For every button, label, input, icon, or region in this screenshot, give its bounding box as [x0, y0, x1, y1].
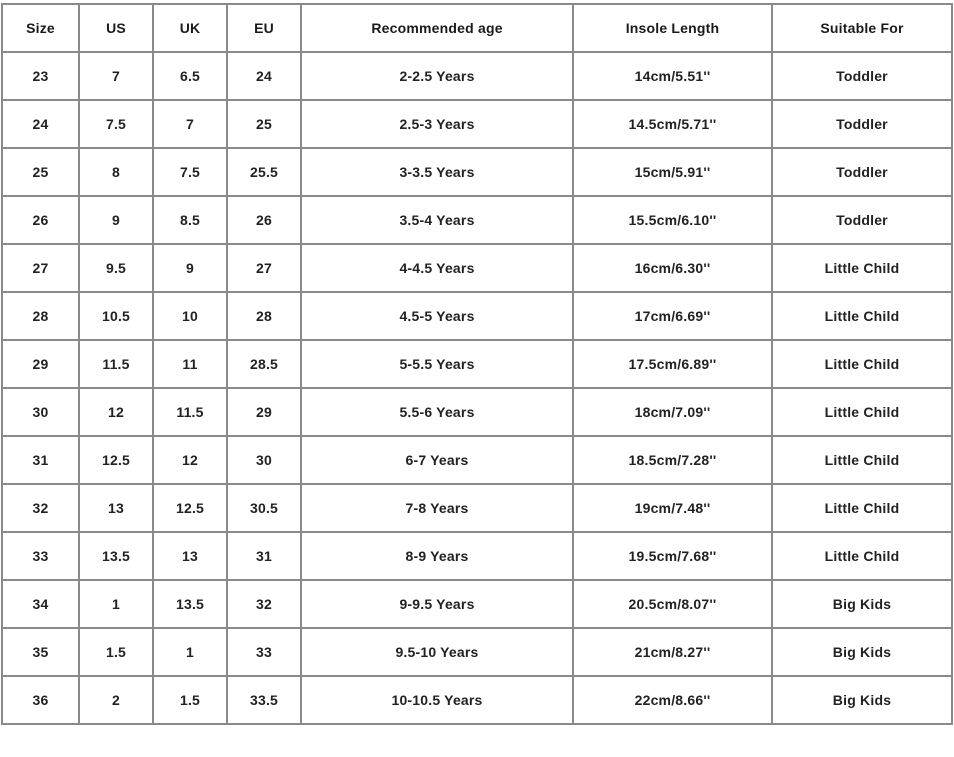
table-row	[2, 676, 952, 724]
insole-length-cell: 17cm/6.69''	[573, 292, 772, 340]
us-size-cell: 7.5	[79, 100, 153, 148]
suitable-for-cell: Little Child	[772, 388, 952, 436]
suitable-for-cell: Little Child	[772, 532, 952, 580]
eu-size-cell: 24	[227, 52, 301, 100]
table-row	[2, 244, 952, 292]
column-header-uk: UK	[153, 4, 227, 52]
uk-size-cell: 12.5	[153, 484, 227, 532]
uk-size-cell: 13	[153, 532, 227, 580]
age-cell: 5.5-6 Years	[301, 388, 573, 436]
header-row	[2, 4, 952, 52]
column-header-suitable-for: Suitable For	[772, 4, 952, 52]
size-cell: 23	[2, 52, 79, 100]
suitable-for-cell: Little Child	[772, 292, 952, 340]
suitable-for-cell: Big Kids	[772, 580, 952, 628]
suitable-for-cell: Little Child	[772, 244, 952, 292]
insole-length-cell: 19.5cm/7.68''	[573, 532, 772, 580]
uk-size-cell: 6.5	[153, 52, 227, 100]
suitable-for-cell: Toddler	[772, 52, 952, 100]
size-cell: 35	[2, 628, 79, 676]
uk-size-cell: 9	[153, 244, 227, 292]
size-chart-body	[2, 52, 952, 724]
size-cell: 29	[2, 340, 79, 388]
table-row	[2, 388, 952, 436]
table-row	[2, 436, 952, 484]
table-row	[2, 52, 952, 100]
us-size-cell: 12.5	[79, 436, 153, 484]
column-header-size: Size	[2, 4, 79, 52]
age-cell: 2.5-3 Years	[301, 100, 573, 148]
uk-size-cell: 1	[153, 628, 227, 676]
table-row	[2, 340, 952, 388]
us-size-cell: 9	[79, 196, 153, 244]
suitable-for-cell: Toddler	[772, 196, 952, 244]
table-row	[2, 196, 952, 244]
size-cell: 25	[2, 148, 79, 196]
table-row	[2, 628, 952, 676]
us-size-cell: 11.5	[79, 340, 153, 388]
uk-size-cell: 11.5	[153, 388, 227, 436]
age-cell: 8-9 Years	[301, 532, 573, 580]
size-cell: 31	[2, 436, 79, 484]
us-size-cell: 1	[79, 580, 153, 628]
suitable-for-cell: Toddler	[772, 148, 952, 196]
column-header-us: US	[79, 4, 153, 52]
size-cell: 34	[2, 580, 79, 628]
size-cell: 27	[2, 244, 79, 292]
suitable-for-cell: Little Child	[772, 340, 952, 388]
us-size-cell: 12	[79, 388, 153, 436]
age-cell: 5-5.5 Years	[301, 340, 573, 388]
eu-size-cell: 26	[227, 196, 301, 244]
age-cell: 9-9.5 Years	[301, 580, 573, 628]
us-size-cell: 1.5	[79, 628, 153, 676]
table-row	[2, 148, 952, 196]
size-cell: 24	[2, 100, 79, 148]
size-chart-table	[1, 3, 953, 725]
insole-length-cell: 17.5cm/6.89''	[573, 340, 772, 388]
insole-length-cell: 20.5cm/8.07''	[573, 580, 772, 628]
age-cell: 10-10.5 Years	[301, 676, 573, 724]
eu-size-cell: 31	[227, 532, 301, 580]
column-header-insole-length: Insole Length	[573, 4, 772, 52]
table-row	[2, 100, 952, 148]
us-size-cell: 7	[79, 52, 153, 100]
suitable-for-cell: Big Kids	[772, 628, 952, 676]
size-cell: 32	[2, 484, 79, 532]
size-cell: 30	[2, 388, 79, 436]
age-cell: 4.5-5 Years	[301, 292, 573, 340]
column-header-recommended-age: Recommended age	[301, 4, 573, 52]
eu-size-cell: 28.5	[227, 340, 301, 388]
eu-size-cell: 30.5	[227, 484, 301, 532]
age-cell: 6-7 Years	[301, 436, 573, 484]
uk-size-cell: 7	[153, 100, 227, 148]
us-size-cell: 13	[79, 484, 153, 532]
size-cell: 33	[2, 532, 79, 580]
insole-length-cell: 14.5cm/5.71''	[573, 100, 772, 148]
suitable-for-cell: Little Child	[772, 436, 952, 484]
uk-size-cell: 1.5	[153, 676, 227, 724]
table-row	[2, 580, 952, 628]
insole-length-cell: 18.5cm/7.28''	[573, 436, 772, 484]
us-size-cell: 9.5	[79, 244, 153, 292]
age-cell: 7-8 Years	[301, 484, 573, 532]
uk-size-cell: 10	[153, 292, 227, 340]
insole-length-cell: 15cm/5.91''	[573, 148, 772, 196]
suitable-for-cell: Little Child	[772, 484, 952, 532]
column-header-eu: EU	[227, 4, 301, 52]
insole-length-cell: 16cm/6.30''	[573, 244, 772, 292]
eu-size-cell: 27	[227, 244, 301, 292]
age-cell: 2-2.5 Years	[301, 52, 573, 100]
insole-length-cell: 14cm/5.51''	[573, 52, 772, 100]
age-cell: 3-3.5 Years	[301, 148, 573, 196]
insole-length-cell: 21cm/8.27''	[573, 628, 772, 676]
table-row	[2, 292, 952, 340]
eu-size-cell: 28	[227, 292, 301, 340]
suitable-for-cell: Toddler	[772, 100, 952, 148]
insole-length-cell: 15.5cm/6.10''	[573, 196, 772, 244]
table-row	[2, 484, 952, 532]
uk-size-cell: 8.5	[153, 196, 227, 244]
age-cell: 3.5-4 Years	[301, 196, 573, 244]
insole-length-cell: 18cm/7.09''	[573, 388, 772, 436]
eu-size-cell: 33.5	[227, 676, 301, 724]
uk-size-cell: 7.5	[153, 148, 227, 196]
us-size-cell: 13.5	[79, 532, 153, 580]
age-cell: 4-4.5 Years	[301, 244, 573, 292]
eu-size-cell: 25	[227, 100, 301, 148]
insole-length-cell: 19cm/7.48''	[573, 484, 772, 532]
us-size-cell: 8	[79, 148, 153, 196]
insole-length-cell: 22cm/8.66''	[573, 676, 772, 724]
suitable-for-cell: Big Kids	[772, 676, 952, 724]
eu-size-cell: 25.5	[227, 148, 301, 196]
table-row	[2, 532, 952, 580]
eu-size-cell: 30	[227, 436, 301, 484]
size-cell: 26	[2, 196, 79, 244]
eu-size-cell: 32	[227, 580, 301, 628]
size-cell: 36	[2, 676, 79, 724]
eu-size-cell: 29	[227, 388, 301, 436]
us-size-cell: 2	[79, 676, 153, 724]
us-size-cell: 10.5	[79, 292, 153, 340]
uk-size-cell: 11	[153, 340, 227, 388]
uk-size-cell: 13.5	[153, 580, 227, 628]
size-cell: 28	[2, 292, 79, 340]
eu-size-cell: 33	[227, 628, 301, 676]
uk-size-cell: 12	[153, 436, 227, 484]
age-cell: 9.5-10 Years	[301, 628, 573, 676]
